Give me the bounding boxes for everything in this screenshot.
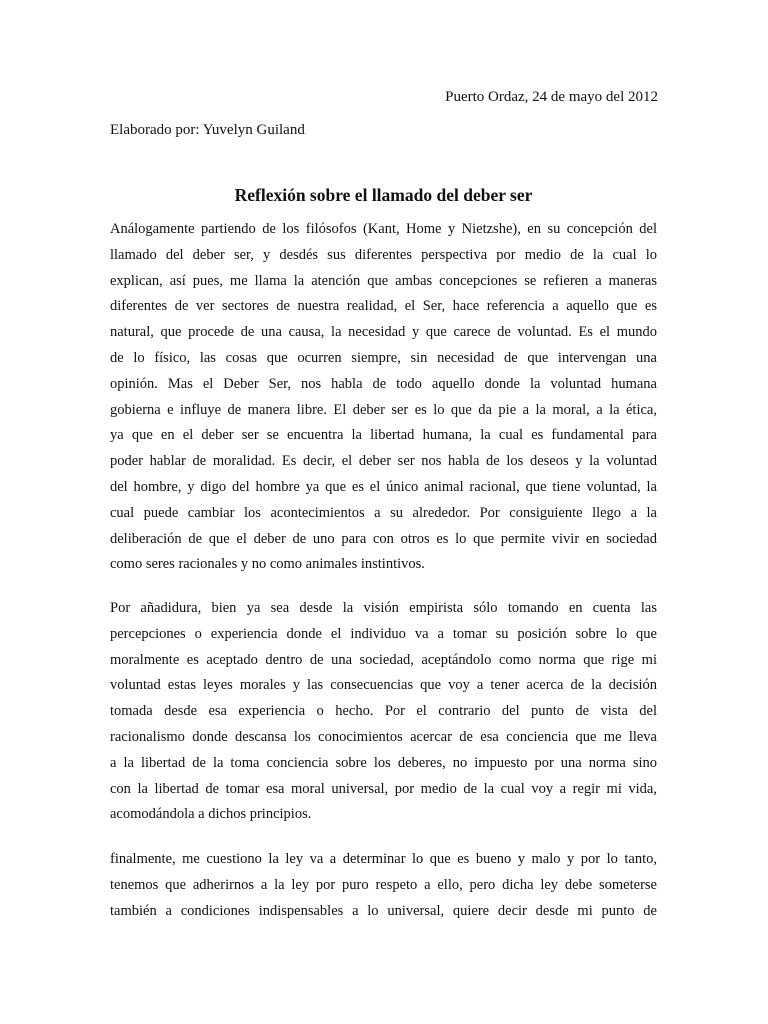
paragraph-line: racionalismo donde descansa los conocimientos acercar de esa conciencia que me lleva [110, 728, 657, 745]
paragraph-line: natural, que procede de una causa, la necesidad y que carece de voluntad. Es el mundo [110, 324, 657, 341]
paragraph-line: Análogamente partiendo de los filósofos (Kant, Home y Nietzshe), en su concepción del [110, 221, 657, 237]
paragraph-line: ya que en el deber ser se encuentra la libertad humana, la cual es fundamental para [110, 427, 657, 444]
paragraph-line: del hombre, y digo del hombre ya que es el único animal racional, que tiene voluntad, la [110, 478, 657, 495]
paragraph-line: acomodándola a dichos principios. [110, 806, 312, 823]
paragraph-line: tenemos que adherirnos a la ley por puro respeto a ello, pero dicha ley debe someterse [110, 876, 657, 893]
paragraph-line: a la libertad de la toma conciencia sobre los deberes, no impuesto por una norma sino [110, 754, 657, 771]
paragraph-line: opinión. Mas el Deber Ser, nos habla de todo aquello donde la voluntad humana [110, 375, 657, 392]
paragraph-line: de lo físico, las cosas que ocurren siempre, sin necesidad de que intervengan una [110, 349, 657, 366]
paragraph-line: poder hablar de moralidad. Es decir, el deber ser nos habla de los deseos y la voluntad [110, 453, 657, 470]
paragraph-line: voluntad estas leyes morales y las consecuencias que voy a tener acerca de la decisión [110, 677, 657, 694]
paragraph-2 [110, 596, 657, 828]
paragraph-line: moralmente es aceptado dentro de una sociedad, aceptándolo como norma que rige mi [110, 651, 657, 668]
paragraph-line: diferentes de ver sectores de nuestra realidad, el Ser, hace referencia a aquello que es [110, 298, 657, 315]
paragraph-line: percepciones o experiencia donde el individuo va a tomar su posición sobre lo que [110, 625, 657, 642]
document-date: Puerto Ordaz, 24 de mayo del 2012 [445, 89, 658, 105]
paragraph-line: gobierna e influye de manera libre. El deber ser es lo que da pie a la moral, a la ética, [110, 401, 657, 418]
paragraph-line: tomada desde esa experiencia o hecho. Por el contrario del punto de vista del [110, 703, 657, 720]
paragraph-line: como seres racionales y no como animales instintivos. [110, 556, 425, 573]
document-title: Reflexión sobre el llamado del deber ser [234, 185, 533, 205]
paragraph-line: deliberación de que el deber de uno para con otros es lo que permite vivir en sociedad [110, 530, 657, 547]
paragraph-line: con la libertad de tomar esa moral universal, por medio de la cual voy a regir mi vida, [110, 780, 657, 797]
paragraph-line: llamado del deber ser, y desdés sus diferentes perspectiva por medio de la cual lo [110, 246, 657, 263]
paragraph-line: Por añadidura, bien ya sea desde la visión empirista sólo tomando en cuenta las [110, 600, 657, 616]
paragraph-line: también a condiciones indispensables a lo universal, quiere decir desde mi punto de [110, 902, 657, 919]
paragraph-line: finalmente, me cuestiono la ley va a determinar lo que es bueno y malo y por lo tanto, [110, 851, 657, 867]
document-author: Elaborado por: Yuvelyn Guiland [110, 122, 305, 138]
paragraph-1 [110, 217, 657, 578]
paragraph-line: explican, así pues, me llama la atención que ambas concepciones se refieren a maneras [110, 272, 657, 289]
paragraph-line: cual puede cambiar los acontecimientos a su alrededor. Por consiguiente llego a la [110, 504, 657, 521]
paragraph-3 [110, 847, 657, 924]
